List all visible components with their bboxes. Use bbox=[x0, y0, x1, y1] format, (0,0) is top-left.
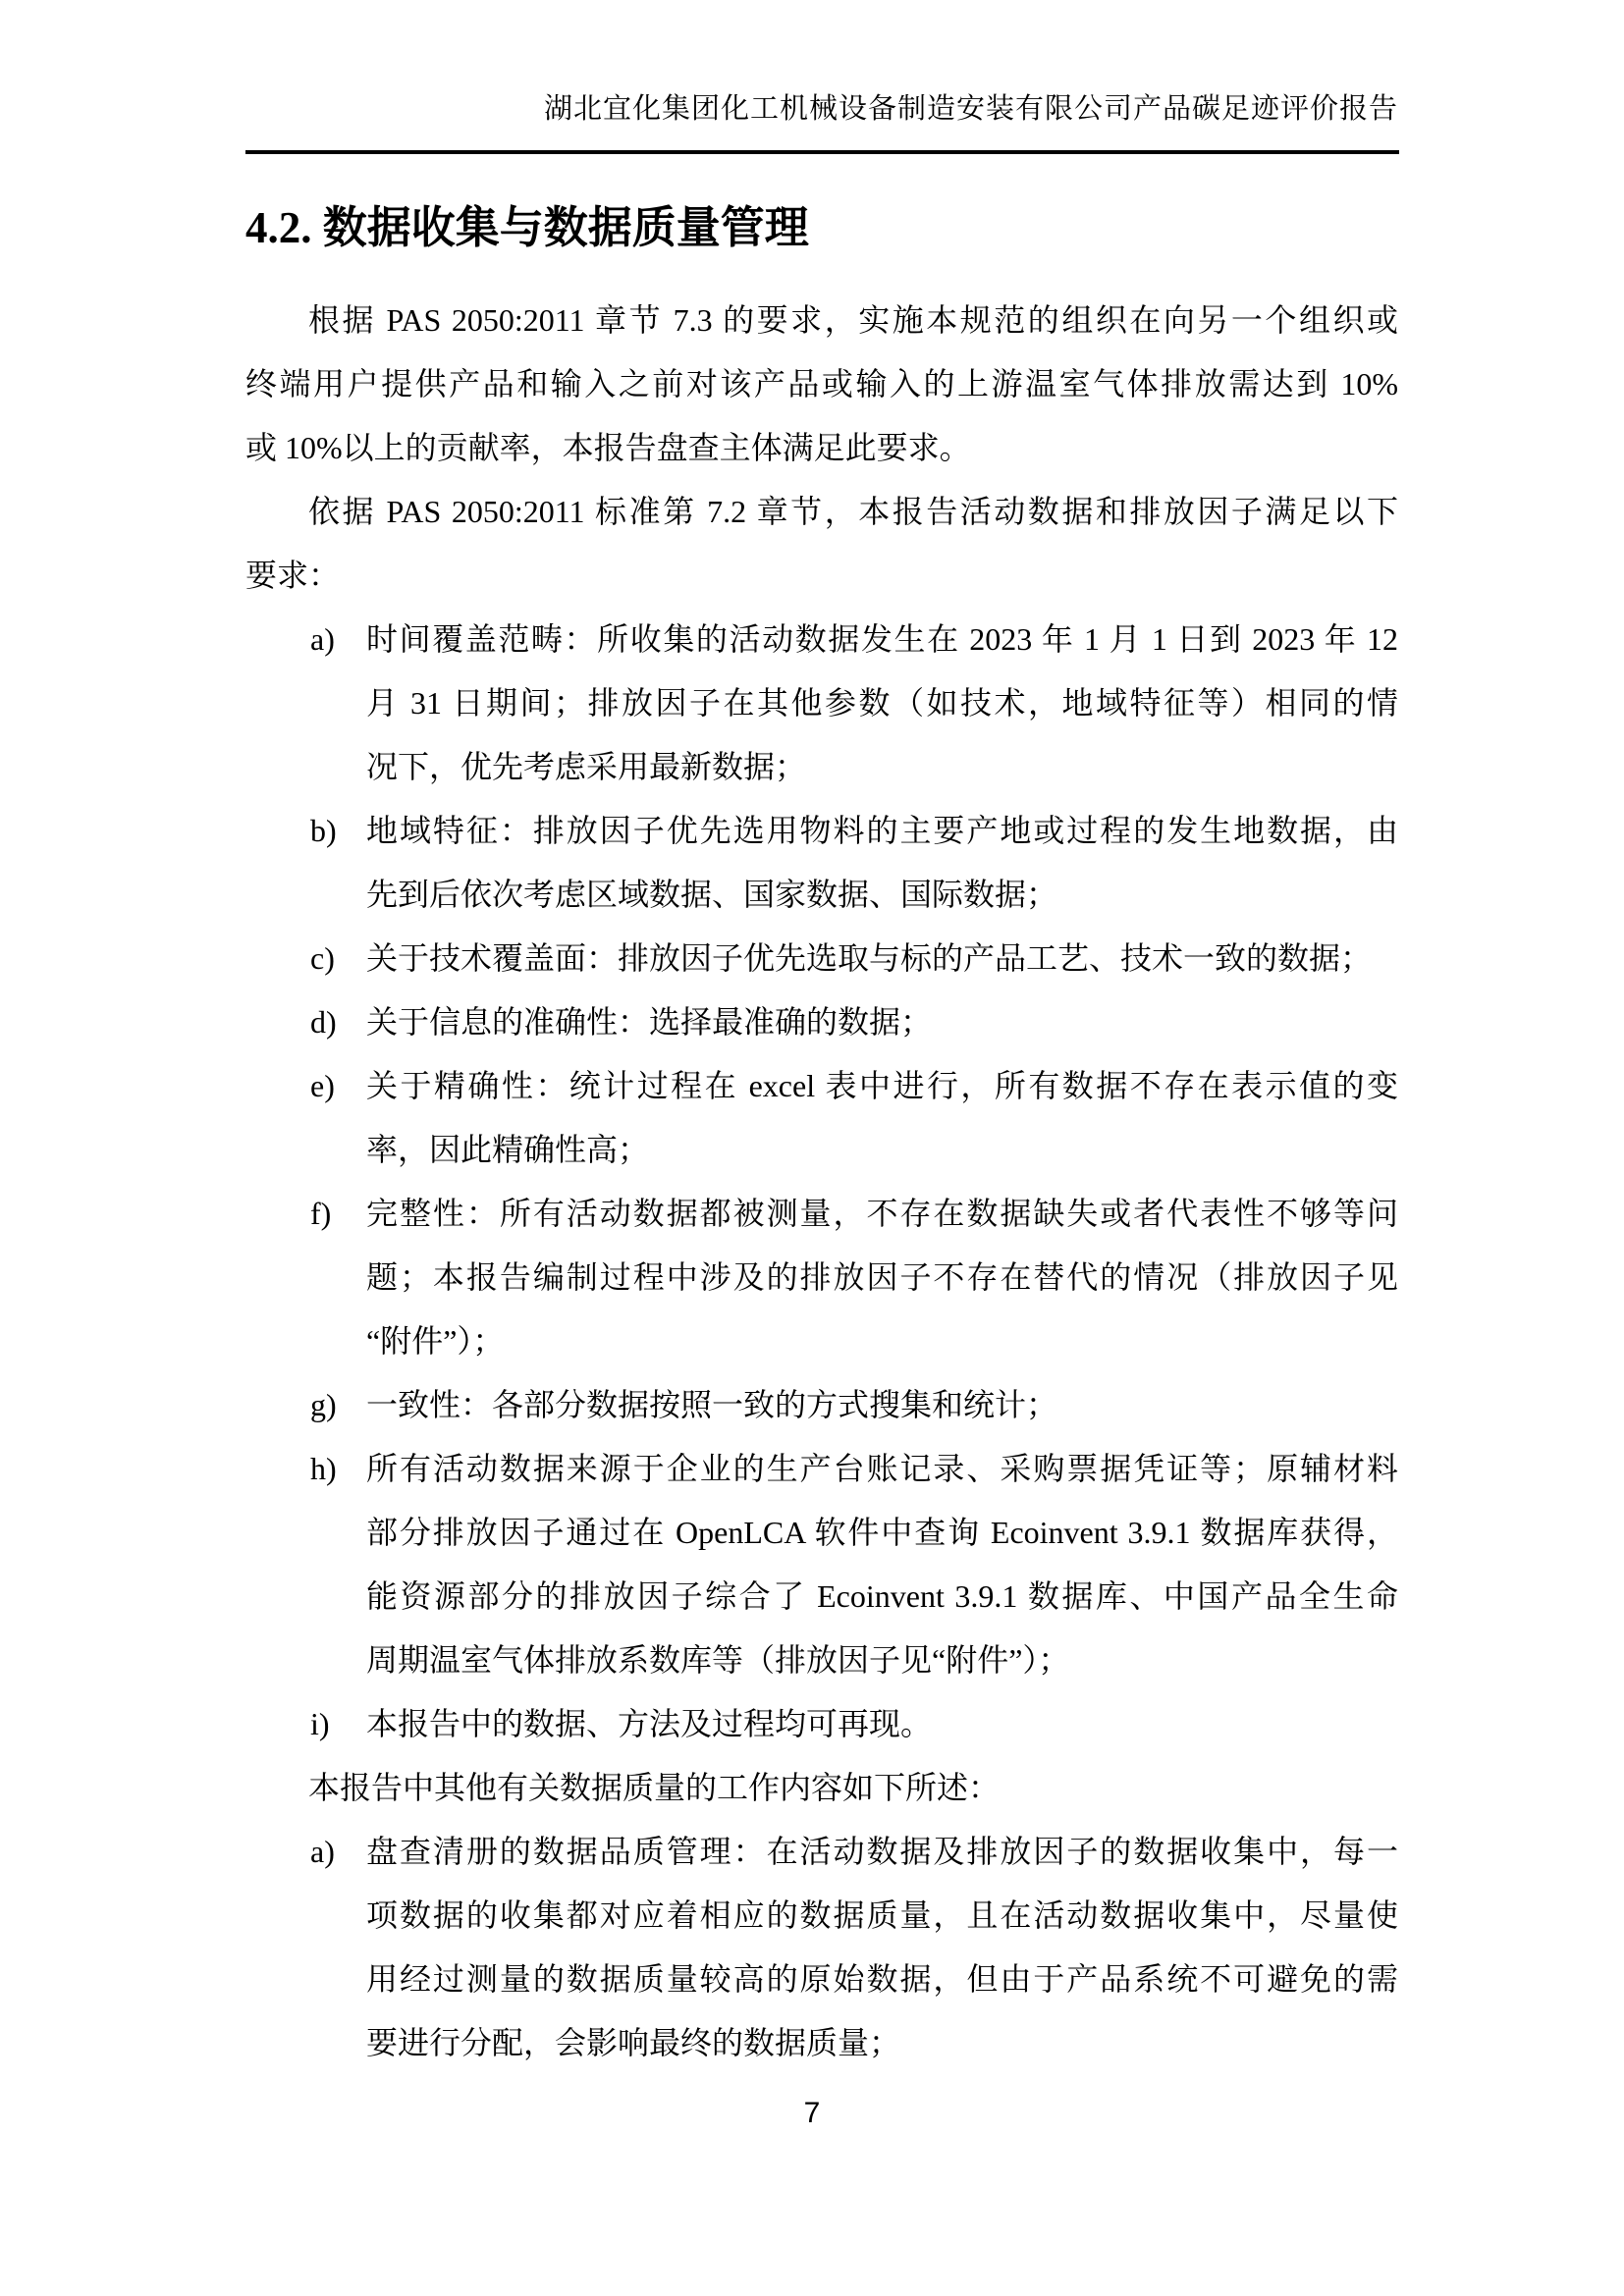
list-item-label: a) bbox=[310, 621, 335, 657]
text-line: 根据 PAS 2050:2011 章节 7.3 的要求，实施本规范的组织在向另一个组织或 bbox=[308, 302, 1398, 338]
text-line: 关于信息的准确性：选择最准确的数据； bbox=[366, 1004, 933, 1040]
paragraph bbox=[245, 480, 1398, 608]
report-header-title: 湖北宜化集团化工机械设备制造安装有限公司产品碳足迹评价报告 bbox=[543, 93, 1398, 125]
text-line: 终端用户提供产品和输入之前对该产品或输入的上游温室气体排放需达到 10% bbox=[245, 366, 1398, 401]
document-content bbox=[245, 200, 1398, 2075]
text-line: 先到后依次考虑区域数据、国家数据、国际数据； bbox=[366, 877, 1058, 912]
paragraph bbox=[245, 289, 1398, 480]
section-heading: 4.2. 数据收集与数据质量管理 bbox=[245, 203, 809, 252]
list-item bbox=[245, 1820, 1398, 2075]
text-line: 本报告中其他有关数据质量的工作内容如下所述： bbox=[308, 1770, 1001, 1805]
list-item bbox=[245, 1437, 1398, 1692]
list-item-label: d) bbox=[310, 1004, 337, 1040]
text-line: 时间覆盖范畴：所收集的活动数据发生在 2023 年 1 月 1 日到 2023 年 12 bbox=[366, 621, 1398, 657]
text-line: 关于精确性：统计过程在 excel 表中进行，所有数据不存在表示值的变 bbox=[366, 1068, 1398, 1103]
list-item bbox=[245, 608, 1398, 799]
text-line: 项数据的收集都对应着相应的数据质量，且在活动数据收集中，尽量使 bbox=[366, 1897, 1398, 1933]
list-item-label: e) bbox=[310, 1068, 335, 1103]
text-line: 能资源部分的排放因子综合了 Ecoinvent 3.9.1 数据库、中国产品全生命 bbox=[366, 1578, 1398, 1614]
list-item-label: f) bbox=[310, 1196, 332, 1231]
text-line: 地域特征：排放因子优先选用物料的主要产地或过程的发生地数据，由 bbox=[366, 813, 1398, 848]
list-item-label: a) bbox=[310, 1834, 335, 1869]
text-line: 本报告中的数据、方法及过程均可再现。 bbox=[366, 1706, 933, 1741]
page-number: 7 bbox=[803, 2097, 821, 2129]
list-item-label: g) bbox=[310, 1387, 337, 1422]
text-line: 题；本报告编制过程中涉及的排放因子不存在替代的情况（排放因子见 bbox=[366, 1259, 1398, 1295]
list-item bbox=[245, 1373, 1398, 1437]
list-item-label: i) bbox=[310, 1706, 330, 1741]
text-line: 盘查清册的数据品质管理：在活动数据及排放因子的数据收集中，每一 bbox=[366, 1834, 1398, 1869]
text-line: 周期温室气体排放系数库等（排放因子见“附件”）； bbox=[366, 1642, 1070, 1678]
list-item-label: b) bbox=[310, 813, 337, 848]
list-item bbox=[245, 1692, 1398, 1756]
text-line: 况下，优先考虑采用最新数据； bbox=[366, 749, 807, 784]
text-line: 依据 PAS 2050:2011 标准第 7.2 章节，本报告活动数据和排放因子满足以下 bbox=[308, 494, 1398, 529]
list-item-label: c) bbox=[310, 940, 335, 976]
text-line: 要进行分配，会影响最终的数据质量； bbox=[366, 2025, 901, 2060]
text-line: 关于技术覆盖面：排放因子优先选取与标的产品工艺、技术一致的数据； bbox=[366, 940, 1373, 976]
list-item bbox=[245, 1182, 1398, 1373]
document-body bbox=[245, 289, 1398, 2075]
list-item bbox=[245, 927, 1398, 990]
page-footer bbox=[0, 2097, 1624, 2130]
text-line: 完整性：所有活动数据都被测量，不存在数据缺失或者代表性不够等问 bbox=[366, 1196, 1398, 1231]
list-item bbox=[245, 799, 1398, 927]
list-item bbox=[245, 990, 1398, 1054]
text-line: “附件”）； bbox=[366, 1323, 505, 1359]
text-line: 所有活动数据来源于企业的生产台账记录、采购票据凭证等；原辅材料 bbox=[366, 1451, 1398, 1486]
text-line: 率，因此精确性高； bbox=[366, 1132, 650, 1167]
text-line: 月 31 日期间；排放因子在其他参数（如技术，地域特征等）相同的情 bbox=[366, 685, 1398, 721]
list-item-label: h) bbox=[310, 1451, 337, 1486]
text-line: 或 10%以上的贡献率，本报告盘查主体满足此要求。 bbox=[245, 430, 971, 465]
list-item bbox=[245, 1054, 1398, 1182]
text-line: 部分排放因子通过在 OpenLCA 软件中查询 Ecoinvent 3.9.1 数据库获得， bbox=[366, 1515, 1398, 1550]
text-line: 一致性：各部分数据按照一致的方式搜集和统计； bbox=[366, 1387, 1058, 1422]
header-rule bbox=[245, 150, 1399, 154]
text-line: 要求： bbox=[245, 558, 341, 593]
text-line: 用经过测量的数据质量较高的原始数据，但由于产品系统不可避免的需 bbox=[366, 1961, 1398, 1997]
page-header bbox=[245, 90, 1398, 128]
paragraph bbox=[245, 1756, 1398, 1820]
